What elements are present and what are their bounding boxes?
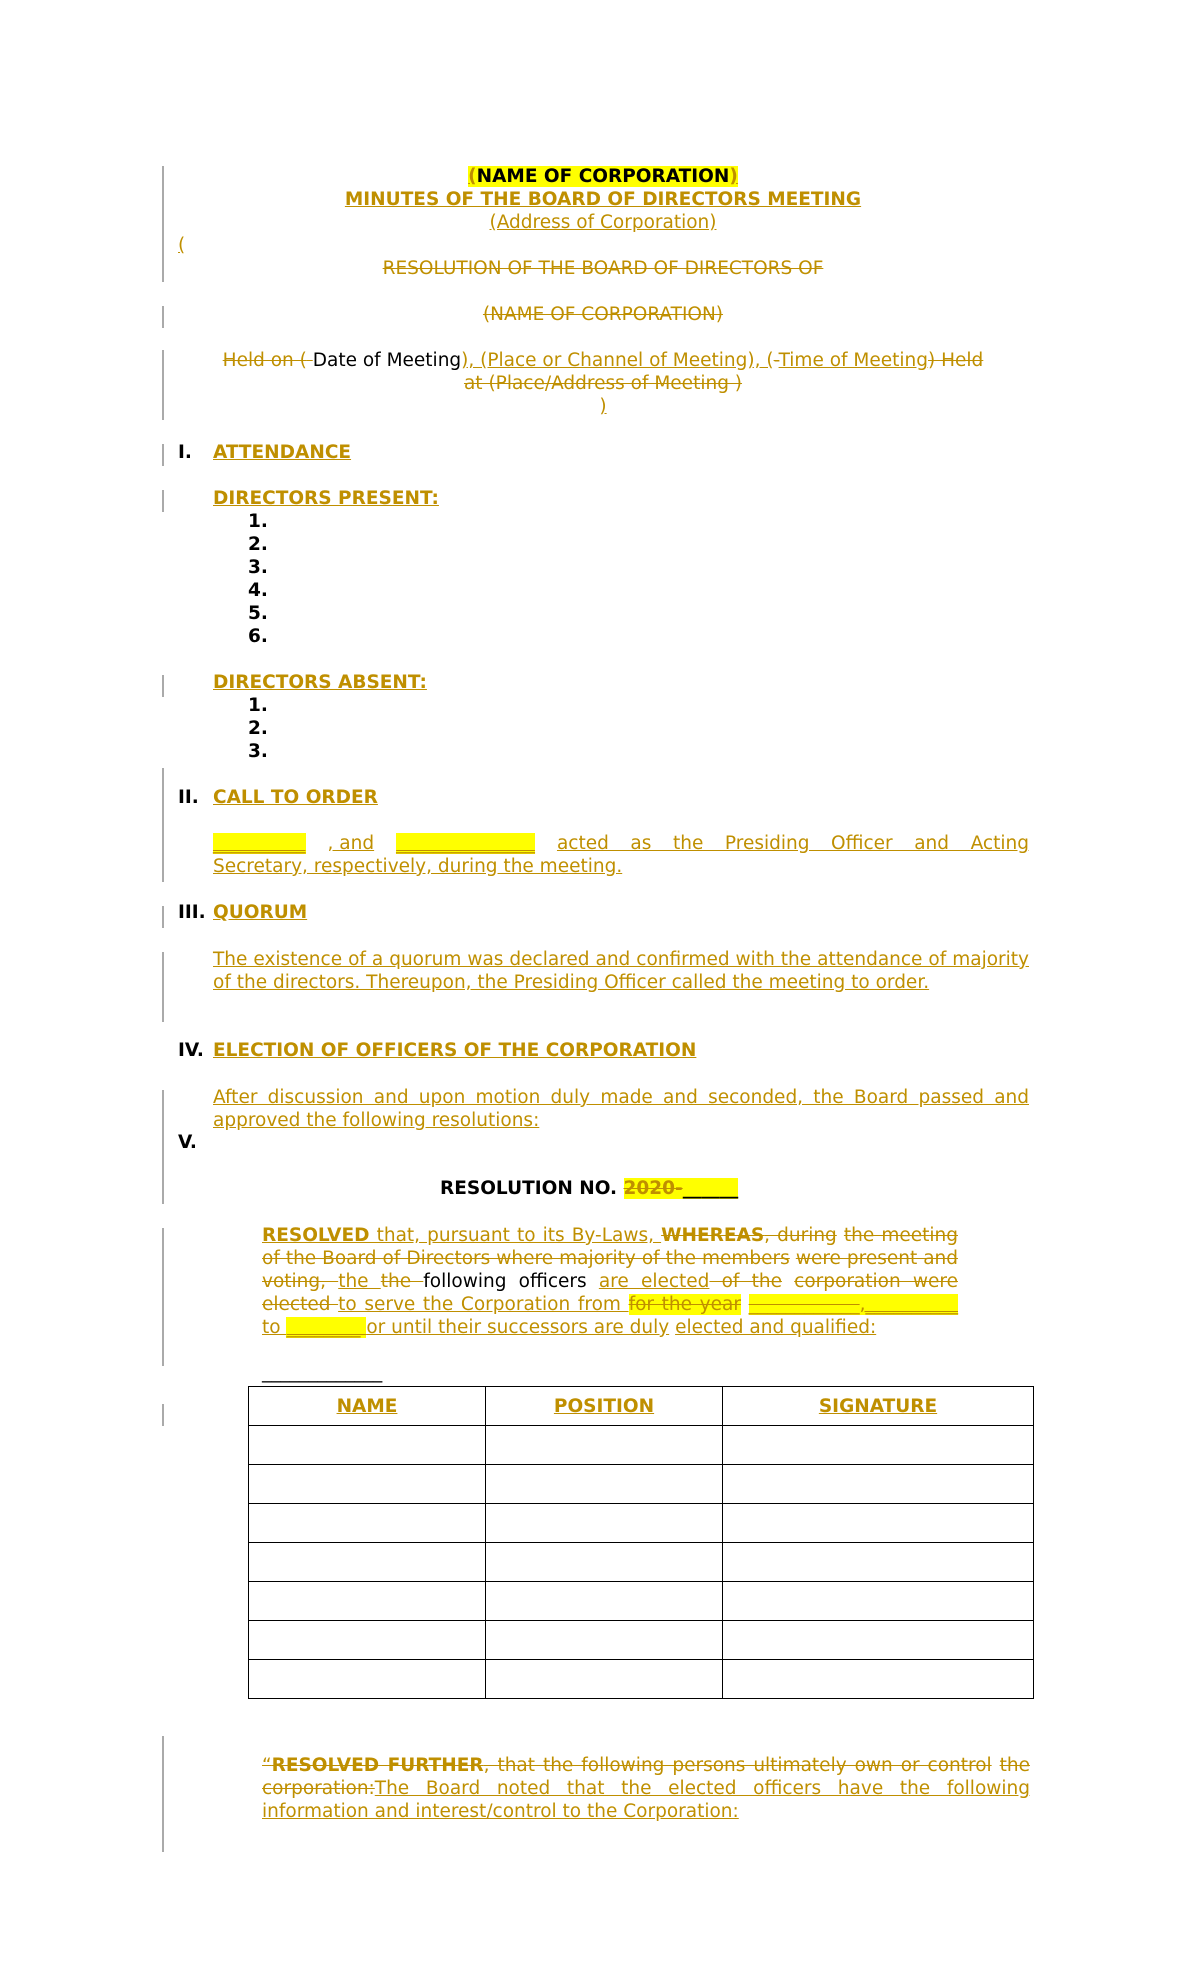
roman-numeral-3: III.: [178, 902, 206, 923]
signature-cell[interactable]: [723, 1660, 1034, 1699]
pursuant-text: that, pursuant to its By-Laws,: [369, 1225, 662, 1246]
election-paragraph: After discussion and upon motion duly made and seconded, the Board passed and approved the following resolutions:: [213, 1087, 1029, 1131]
attendance-heading: ATTENDANCE: [213, 442, 352, 463]
list-item: 5.: [248, 603, 268, 624]
column-header-position: POSITION: [486, 1387, 723, 1426]
dash-struck: -: [773, 350, 779, 371]
quote-struck: “: [262, 1755, 272, 1776]
whereas-struck: WHEREAS: [661, 1225, 765, 1246]
table-row: [249, 1426, 1034, 1465]
quorum-paragraph: The existence of a quorum was declared and confirmed with the attendance of majority of the directors. Thereupon, the Presiding Officer called the meeting to order.: [213, 949, 1029, 993]
corp-name-struck: (NAME OF CORPORATION): [482, 304, 724, 325]
position-cell[interactable]: [486, 1504, 723, 1543]
name-cell[interactable]: [249, 1621, 486, 1660]
signature-cell[interactable]: [723, 1426, 1034, 1465]
blank-struck-2: ____________: [748, 1294, 860, 1315]
minutes-title: MINUTES OF THE BOARD OF DIRECTORS MEETING: [344, 189, 862, 210]
signature-cell[interactable]: [723, 1504, 1034, 1543]
table-row: [249, 1543, 1034, 1582]
name-cell[interactable]: [249, 1660, 486, 1699]
signature-cell[interactable]: [723, 1543, 1034, 1582]
list-item: 2.: [248, 718, 268, 739]
signature-cell[interactable]: [723, 1621, 1034, 1660]
directors-absent-heading: DIRECTORS ABSENT:: [213, 672, 427, 693]
call-to-order-heading: CALL TO ORDER: [213, 787, 378, 808]
list-item: 1.: [248, 511, 268, 532]
board-noted-text: The Board noted that the elected officers have the following: [374, 1778, 1030, 1799]
name-cell[interactable]: [249, 1465, 486, 1504]
change-bar: [162, 1090, 164, 1204]
table-row: [249, 1621, 1034, 1660]
change-bar: [162, 444, 164, 466]
change-bar: [162, 306, 164, 328]
date-of-meeting: Date of Meeting: [312, 350, 462, 371]
acted-text: acted as the Presiding Officer and Acting: [556, 833, 1029, 854]
meeting-struck: the meeting of the Board of Directors where majority of the members: [262, 1225, 958, 1269]
roman-numeral-2: II.: [178, 787, 199, 808]
meeting-details-line: [178, 350, 1028, 371]
place-of-meeting: ), (Place or Channel of Meeting), (: [461, 350, 774, 371]
presiding-blank: __________: [213, 833, 306, 854]
list-item: 1.: [248, 695, 268, 716]
for-year-struck: for the year: [628, 1294, 741, 1315]
roman-numeral-1: I.: [178, 442, 192, 463]
call-to-order-line-2: Secretary, respectively, during the meeting.: [213, 856, 623, 877]
call-to-order-line-1: [213, 833, 1029, 854]
corp-struck: the corporation:: [262, 1755, 1030, 1799]
change-bar: [162, 1404, 164, 1426]
table-header-row: [249, 1387, 1034, 1426]
held-struck: ) Held: [928, 350, 984, 371]
of-the-struck: of the: [709, 1271, 782, 1292]
corporation-name-heading: [178, 166, 1028, 187]
officers-table: [248, 1386, 1034, 1699]
list-item: 6.: [248, 626, 268, 647]
close-paren: ): [599, 396, 607, 417]
name-cell[interactable]: [249, 1543, 486, 1582]
quorum-heading: QUORUM: [213, 902, 308, 923]
corp-name: NAME OF CORPORATION: [476, 166, 730, 187]
resolution-label: RESOLUTION NO.: [440, 1178, 624, 1199]
year-struck: 2020-: [623, 1178, 683, 1199]
time-of-meeting: Time of Meeting: [778, 350, 929, 371]
left-paren: (: [178, 235, 186, 256]
column-header-name: NAME: [249, 1387, 486, 1426]
position-cell[interactable]: [486, 1660, 723, 1699]
to-text: to: [262, 1317, 287, 1338]
table-row: [249, 1582, 1034, 1621]
during-struck: , during: [764, 1225, 837, 1246]
resolution-number: [440, 1178, 738, 1199]
directors-present-heading: DIRECTORS PRESENT:: [213, 488, 439, 509]
change-bar: [162, 1736, 164, 1852]
change-bar: [162, 1228, 164, 1366]
at-place-struck: at (Place/Address of Meeting ): [463, 373, 743, 394]
position-cell[interactable]: [486, 1543, 723, 1582]
held-on-struck: Held on (: [222, 350, 307, 371]
signature-cell[interactable]: [723, 1465, 1034, 1504]
position-cell[interactable]: [486, 1582, 723, 1621]
list-item: 3.: [248, 741, 268, 762]
until-text: or until their successors are duly: [366, 1317, 670, 1338]
column-header-signature: SIGNATURE: [723, 1387, 1034, 1426]
corp-elected-struck: corporation were elected: [262, 1271, 958, 1315]
change-bar: [162, 906, 164, 928]
qualified-text: elected and qualified:: [675, 1317, 877, 1338]
rf-rest-struck: , that the following persons ultimately own or control: [483, 1755, 992, 1776]
table-row: [249, 1504, 1034, 1543]
name-cell[interactable]: [249, 1504, 486, 1543]
following-officers-text: following officers: [423, 1271, 599, 1292]
resolution-struck-heading: RESOLUTION OF THE BOARD OF DIRECTORS OF: [382, 258, 824, 279]
secretary-blank: _______________: [396, 833, 535, 854]
are-elected-text: are elected: [598, 1271, 710, 1292]
change-bar: [162, 952, 164, 1022]
present-struck: were present and voting,: [262, 1248, 959, 1292]
position-cell[interactable]: [486, 1426, 723, 1465]
position-cell[interactable]: [486, 1465, 723, 1504]
list-item: 4.: [248, 580, 268, 601]
roman-numeral-4: IV.: [178, 1040, 204, 1061]
start-date-blank: ,__________: [859, 1294, 958, 1315]
paren-close: ): [729, 166, 738, 187]
change-bar: [162, 490, 164, 512]
table-row: [249, 1465, 1034, 1504]
change-bar: [162, 350, 164, 420]
name-cell[interactable]: [249, 1426, 486, 1465]
change-bar: [162, 768, 164, 882]
address-line: (Address of Corporation): [489, 212, 717, 233]
signature-cell[interactable]: [723, 1582, 1034, 1621]
info-text: information and interest/control to the Corporation:: [262, 1801, 739, 1822]
list-item: 3.: [248, 557, 268, 578]
name-cell[interactable]: [249, 1582, 486, 1621]
roman-numeral-5: V.: [178, 1132, 197, 1153]
the-inserted: the: [338, 1271, 381, 1292]
position-cell[interactable]: [486, 1621, 723, 1660]
end-date-blank: ________: [286, 1317, 367, 1338]
list-item: 2.: [248, 534, 268, 555]
and-text: , and: [327, 833, 375, 854]
serve-text: to serve the Corporation from: [338, 1294, 629, 1315]
resolved-label: RESOLVED: [262, 1225, 370, 1246]
paren-open: (: [468, 166, 477, 187]
resolved-paragraph: [262, 1224, 958, 1339]
resolved-further-struck: RESOLVED FURTHER: [271, 1755, 484, 1776]
signature-blank-line: _____________: [262, 1362, 383, 1383]
election-heading: ELECTION OF OFFICERS OF THE CORPORATION: [213, 1040, 697, 1061]
change-bar: [162, 675, 164, 697]
the-struck: the: [380, 1271, 424, 1292]
table-row: [249, 1660, 1034, 1699]
resolved-further-paragraph: [262, 1754, 1030, 1823]
resolution-blank: ______: [682, 1178, 739, 1199]
change-bar: [162, 166, 164, 282]
